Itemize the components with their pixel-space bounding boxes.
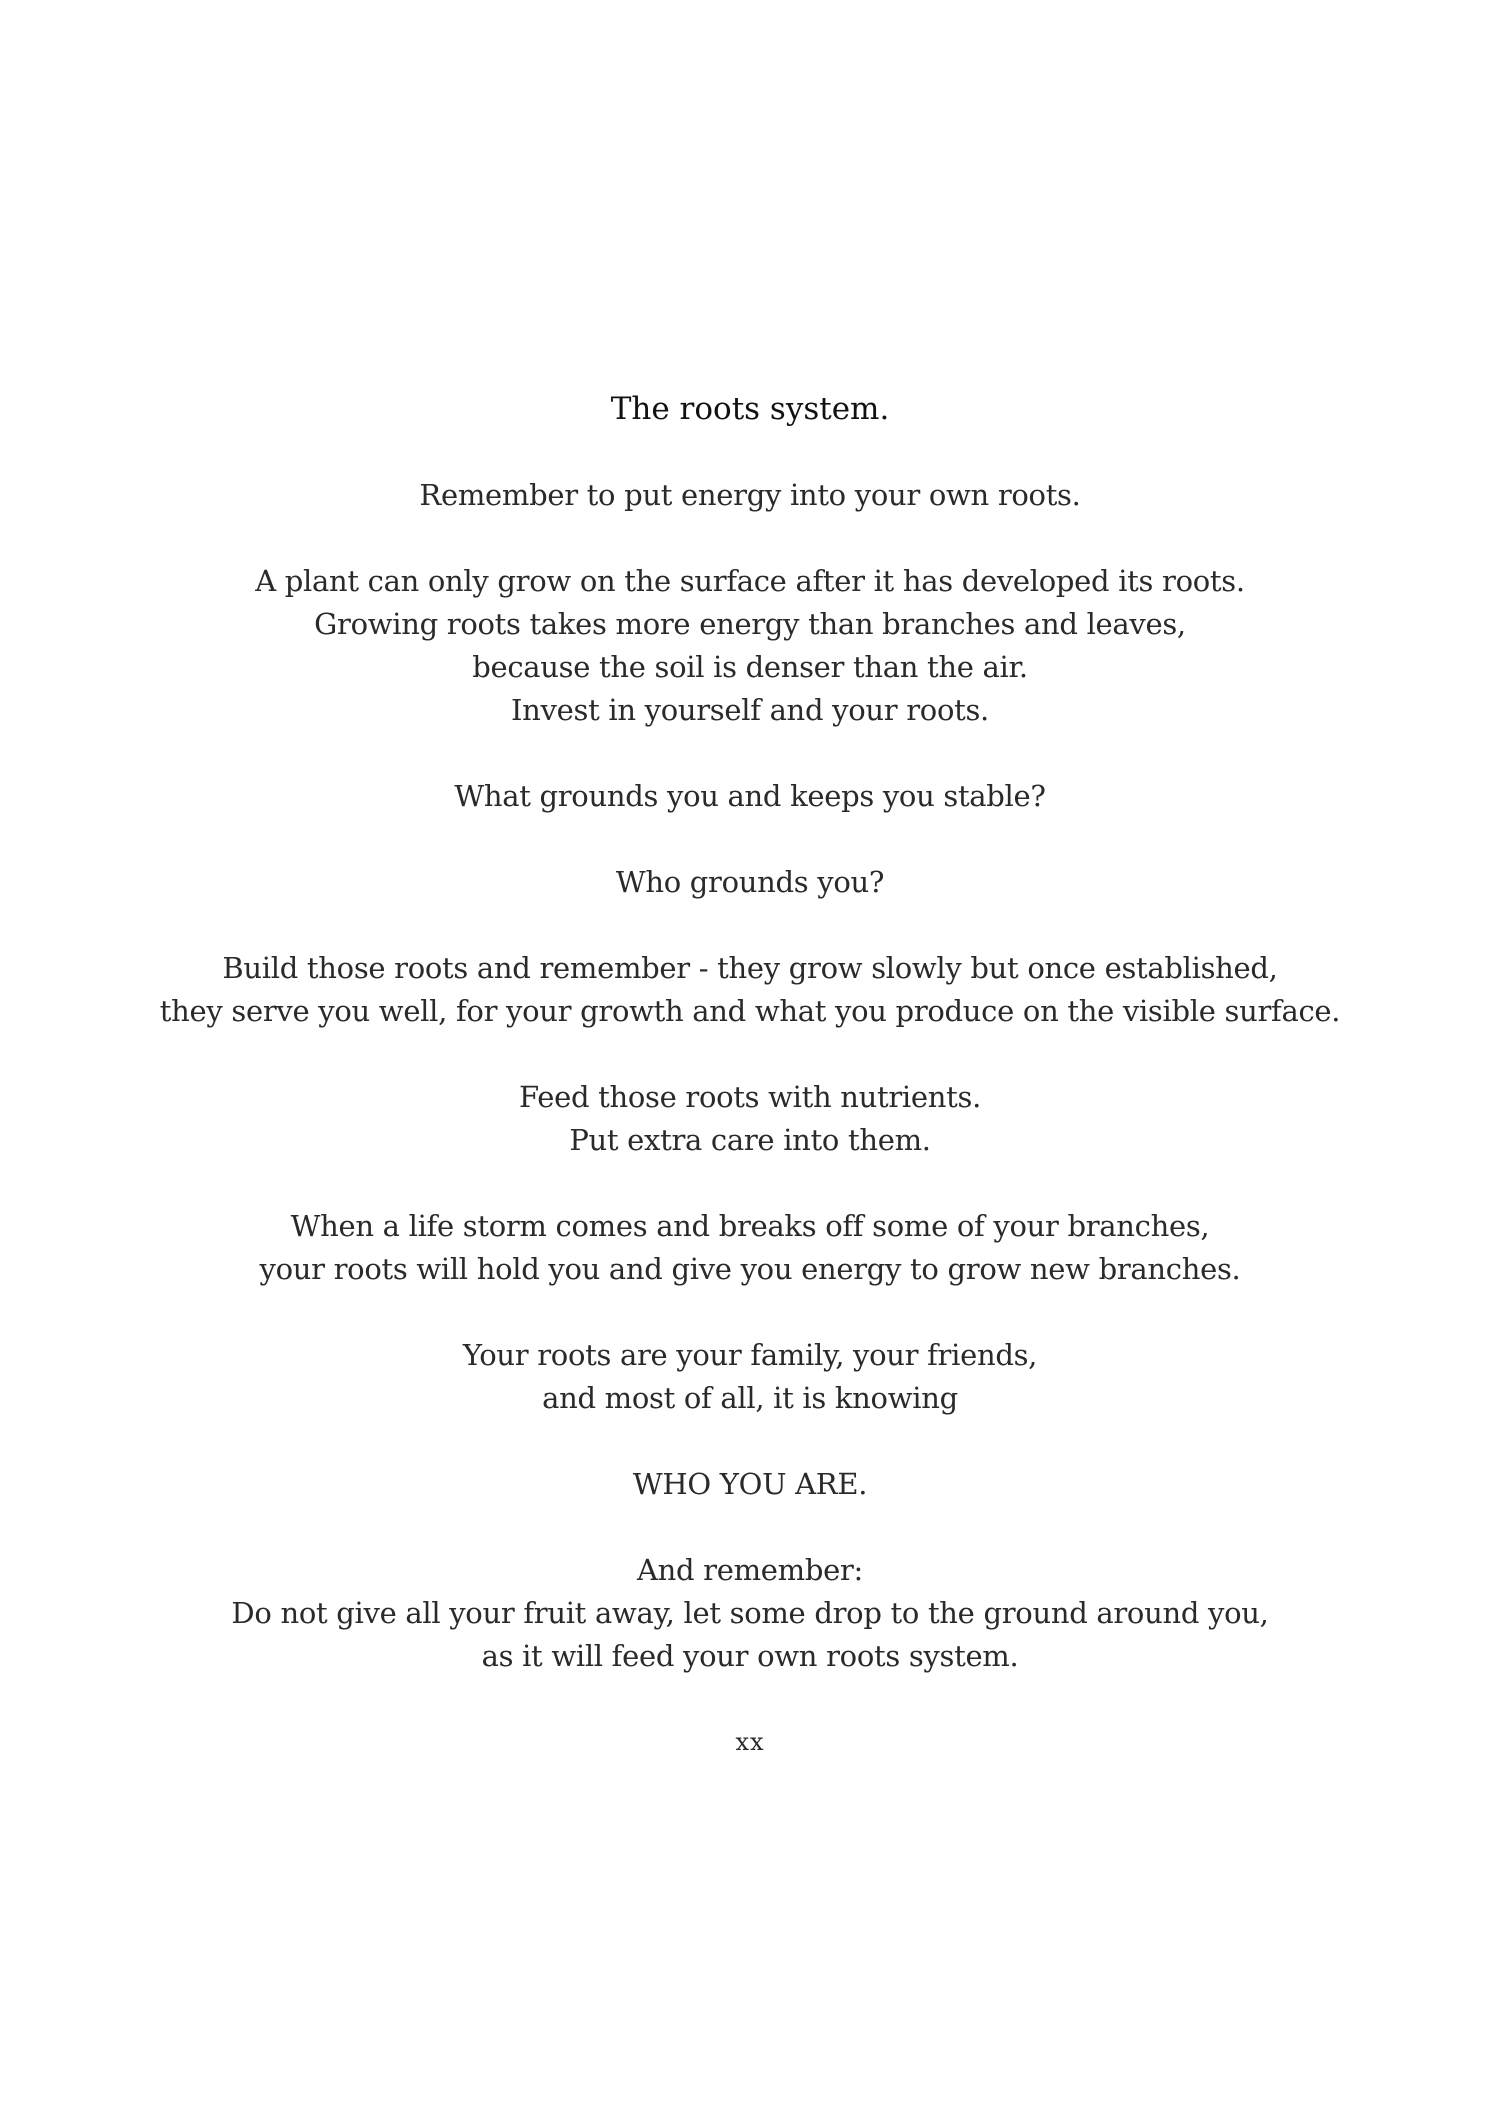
poem-line: WHO YOU ARE. bbox=[632, 1467, 868, 1501]
stanza bbox=[0, 1549, 1500, 1678]
poem-line: When a life storm comes and breaks off some of your branches, bbox=[290, 1209, 1210, 1243]
poem-line: Do not give all your fruit away, let some drop to the ground around you, bbox=[231, 1596, 1269, 1630]
poem-line: Invest in yourself and your roots. bbox=[511, 693, 989, 727]
poem-line: Growing roots takes more energy than branches and leaves, bbox=[314, 607, 1186, 641]
stanza bbox=[0, 1205, 1500, 1291]
poem-line: Remember to put energy into your own roots. bbox=[419, 478, 1081, 512]
poem-line: What grounds you and keeps you stable? bbox=[454, 779, 1046, 813]
stanza bbox=[0, 1076, 1500, 1162]
stanza bbox=[0, 861, 1500, 904]
stanza bbox=[0, 474, 1500, 517]
poem-line: because the soil is denser than the air. bbox=[472, 650, 1028, 684]
stanza bbox=[0, 1463, 1500, 1506]
poem-line: as it will feed your own roots system. bbox=[481, 1639, 1019, 1673]
stanza bbox=[0, 560, 1500, 732]
poem-line: Put extra care into them. bbox=[569, 1123, 931, 1157]
poem-line: A plant can only grow on the surface after it has developed its roots. bbox=[255, 564, 1245, 598]
stanza bbox=[0, 947, 1500, 1033]
poem-line: And remember: bbox=[636, 1553, 864, 1587]
poem-line: Feed those roots with nutrients. bbox=[518, 1080, 982, 1114]
stanza bbox=[0, 1334, 1500, 1420]
poem-line: Who grounds you? bbox=[615, 865, 885, 899]
poem-line: Build those roots and remember - they grow slowly but once established, bbox=[222, 951, 1278, 985]
poem-line: Your roots are your family, your friends, bbox=[462, 1338, 1038, 1372]
poem bbox=[0, 388, 1500, 1764]
signoff: xx bbox=[735, 1728, 765, 1756]
stanza bbox=[0, 1721, 1500, 1764]
stanza bbox=[0, 775, 1500, 818]
poem-line: they serve you well, for your growth and what you produce on the visible surface. bbox=[159, 994, 1341, 1028]
poem-title: The roots system. bbox=[610, 391, 890, 427]
poem-line: your roots will hold you and give you energy to grow new branches. bbox=[259, 1252, 1241, 1286]
poem-line: and most of all, it is knowing bbox=[542, 1381, 958, 1415]
